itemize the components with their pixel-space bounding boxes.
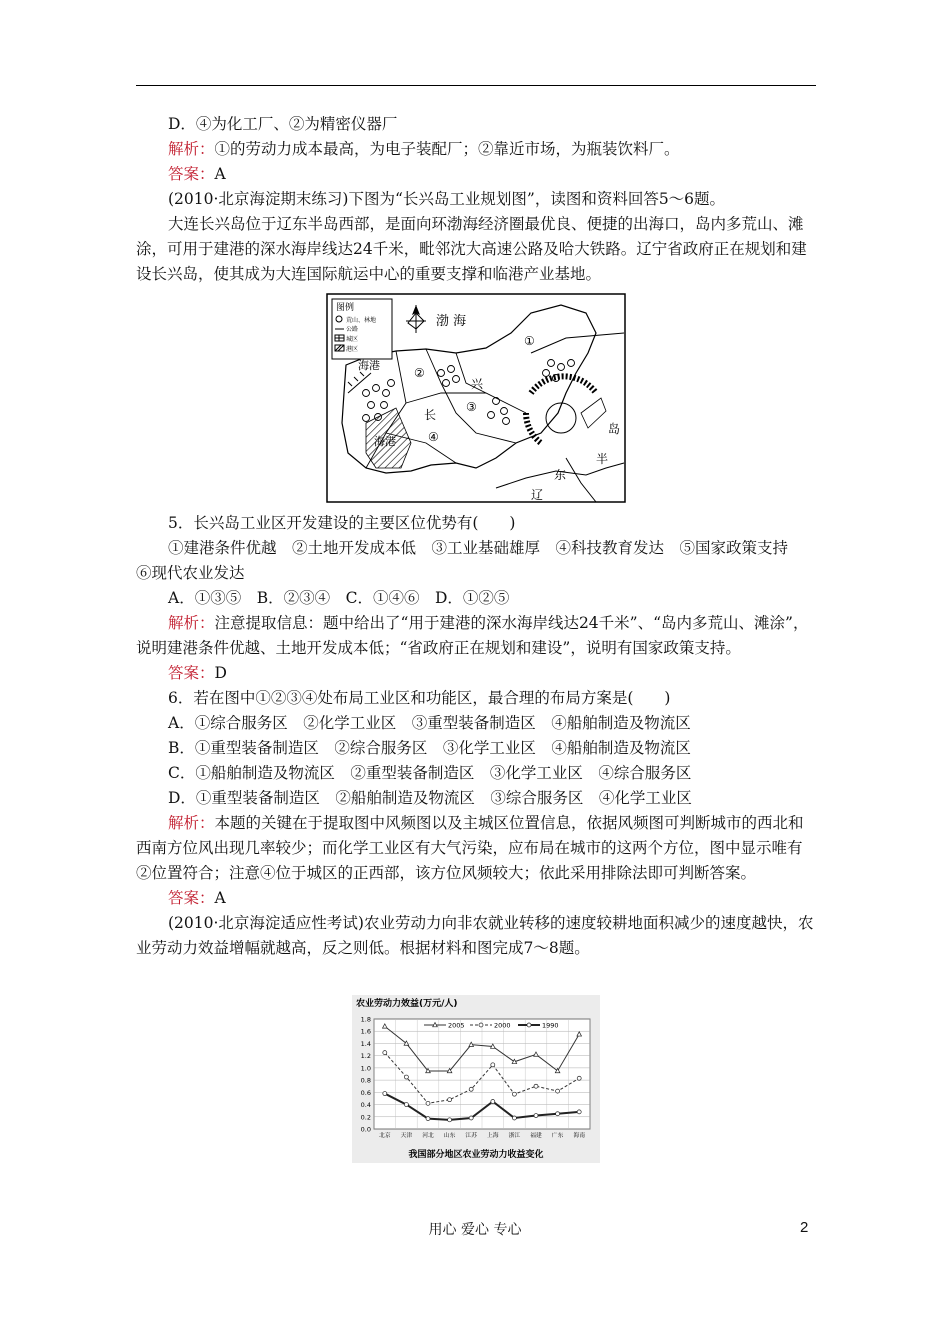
legend-label-2005: 2005 (448, 1021, 465, 1030)
answer-6-text: A (214, 889, 226, 907)
label-site-4: ④ (428, 430, 439, 444)
label-site-1: ① (524, 334, 535, 348)
label-zhang: 长 (424, 408, 437, 422)
legend-marker-2000 (479, 1023, 483, 1027)
chart-caption: 我国部分地区农业劳动力收益变化 (408, 1150, 544, 1160)
analysis-6-label: 解析： (168, 814, 215, 832)
label-site-3: ③ (466, 400, 477, 414)
x-tick-label: 浙江 (508, 1133, 521, 1139)
chart-figure (136, 995, 816, 1163)
point-1990 (512, 1116, 516, 1120)
y-tick-label: 1.8 (360, 1015, 371, 1024)
chart-title: 农业劳动力效益(万元/人) (356, 999, 458, 1009)
point-1990 (556, 1112, 560, 1116)
point-2000 (469, 1087, 473, 1091)
y-tick-label: 0.0 (360, 1125, 371, 1134)
answer-6-label: 答案： (168, 889, 215, 907)
point-2000 (448, 1098, 452, 1102)
question-5-choices: A．①③⑤ B．②③④ C．①④⑥ D．①②⑤ (168, 589, 510, 607)
intro-5-6: (2010·北京海淀期末练习)下图为“长兴岛工业规划图”，读图和资料回答5～6题。 (168, 190, 726, 208)
analysis-line (136, 137, 816, 162)
x-tick-label: 山东 (443, 1133, 456, 1139)
x-tick-label: 上海 (486, 1133, 499, 1139)
legend-road-label: 公路 (346, 326, 359, 333)
question-6-option-a: A．①综合服务区 ②化学工业区 ③重型装备制造区 ④船舶制造及物流区 (168, 714, 691, 732)
legend-city-label: 城区 (346, 336, 359, 343)
answer-5-text: D (214, 664, 227, 682)
question-6-option-c: C．①船舶制造及物流区 ②重型装备制造区 ③化学工业区 ④综合服务区 (168, 764, 692, 782)
answer-5-label: 答案： (168, 664, 215, 682)
legend-marker-1990 (527, 1023, 531, 1027)
question-5-statements: ①建港条件优越 ②土地开发成本低 ③工业基础雄厚 ④科技教育发达 ⑤国家政策支持 ⑥现代农业发达 (136, 539, 804, 582)
point-1990 (426, 1117, 430, 1121)
y-tick-label: 0.2 (360, 1113, 371, 1122)
y-tick-label: 1.6 (360, 1027, 371, 1036)
answer-6 (136, 886, 816, 911)
analysis-6 (136, 811, 816, 886)
legend-port-label: 港区 (346, 346, 359, 353)
page-content (136, 112, 816, 1163)
x-tick-label: 海南 (573, 1133, 586, 1139)
point-1990 (469, 1116, 473, 1120)
point-1990 (534, 1114, 538, 1118)
y-tick-label: 1.0 (360, 1064, 371, 1073)
answer-5 (136, 661, 816, 686)
y-tick-label: 1.4 (360, 1039, 371, 1048)
point-2000 (383, 1051, 387, 1055)
y-tick-label: 0.4 (360, 1101, 371, 1110)
point-2000 (426, 1101, 430, 1105)
question-6-option-d: D．①重型装备制造区 ②船舶制造及物流区 ③综合服务区 ④化学工业区 (168, 789, 692, 807)
label-bohai: 渤 海 (436, 314, 467, 329)
analysis-5-label: 解析： (168, 614, 215, 632)
point-1990 (383, 1092, 387, 1096)
label-site-2: ② (414, 366, 425, 380)
option-d-line: D．④为化工厂、②为精密仪器厂 (168, 115, 398, 133)
analysis-text: ①的劳动力成本最高，为电子装配厂；②靠近市场，为瓶装饮料厂。 (214, 140, 680, 158)
point-2000 (491, 1063, 495, 1067)
answer-line (136, 162, 816, 187)
label-ban: 半 (596, 452, 609, 466)
x-tick-label: 天津 (400, 1133, 413, 1139)
point-2000 (577, 1076, 581, 1080)
intro-7-8: (2010·北京海淀适应性考试)农业劳动力向非农就业转移的速度较耕地面积减少的速度越快，农业劳动力效益增幅就越高，反之则低。根据材料和图完成7～8题。 (136, 914, 814, 957)
point-2000 (404, 1075, 408, 1079)
map-figure (136, 293, 816, 503)
label-liao: 辽 (531, 488, 544, 502)
label-haigang-1: 海港 (358, 359, 380, 372)
x-tick-label: 江苏 (465, 1133, 478, 1139)
changxing-map (326, 293, 626, 503)
point-1990 (577, 1110, 581, 1114)
material-paragraph: 大连长兴岛位于辽东半岛西部，是面向环渤海经济圈最优良、便捷的出海口，岛内多荒山、滩涂，可用于建港的深水海岸线达24千米，毗邻沈大高速公路及哈大铁路。辽宁省政府正在规划和建设长兴岛，使其成为大连国际航运中心的重要支撑和临港产业基地。 (136, 215, 807, 283)
answer-label: 答案： (168, 165, 215, 183)
analysis-6-text: 本题的关键在于提取图中风频图以及主城区位置信息，依据风频图可判断城市的西北和西南方位风出现几率较少；而化学工业区有大气污染，应布局在城市的这两个方位，图中显示唯有②位置符合；注意④位于城区的正西部，该方位风频较大；依此采用排除法即可判断答案。 (136, 814, 804, 882)
label-dong: 东 (554, 468, 567, 482)
question-6: 6．若在图中①②③④处布局工业区和功能区，最合理的布局方案是( ) (168, 689, 671, 707)
header-rule (136, 85, 816, 86)
point-1990 (404, 1103, 408, 1107)
page-number: 2 (800, 1219, 809, 1236)
label-dao: 岛 (608, 422, 621, 436)
x-tick-label: 广东 (551, 1133, 564, 1139)
analysis-5 (136, 611, 816, 661)
point-1990 (448, 1118, 452, 1122)
label-haigang-2: 海港 (374, 435, 396, 448)
footer-motto: 用心 爱心 专心 (428, 1222, 522, 1238)
y-tick-label: 1.2 (360, 1052, 371, 1061)
point-2000 (512, 1092, 516, 1096)
label-xing: 兴 (471, 377, 484, 391)
answer-text: A (214, 165, 226, 183)
y-tick-label: 0.6 (360, 1088, 371, 1097)
question-6-option-b: B．①重型装备制造区 ②综合服务区 ③化学工业区 ④船舶制造及物流区 (168, 739, 691, 757)
legend-title: 图例 (336, 303, 355, 313)
x-tick-label: 北京 (378, 1133, 391, 1139)
legend-label-2000: 2000 (494, 1021, 511, 1030)
x-tick-label: 福建 (530, 1133, 542, 1139)
point-2000 (556, 1089, 560, 1093)
analysis-label: 解析： (168, 140, 215, 158)
question-5: 5．长兴岛工业区开发建设的主要区位优势有( ) (168, 514, 516, 532)
legend-forest-label: 荒山、林地 (346, 317, 377, 324)
x-tick-label: 河北 (422, 1133, 434, 1139)
analysis-5-text: 注意提取信息：题中给出了“用于建港的深水海岸线达24千米”、“岛内多荒山、滩涂”，说明建港条件优越、土地开发成本低；“省政府正在规划和建设”，说明有国家政策支持。 (136, 614, 809, 657)
y-tick-label: 0.8 (360, 1076, 371, 1085)
legend-label-1990: 1990 (542, 1021, 559, 1030)
point-2000 (534, 1084, 538, 1088)
labor-benefit-chart (352, 995, 600, 1163)
point-1990 (491, 1100, 495, 1104)
